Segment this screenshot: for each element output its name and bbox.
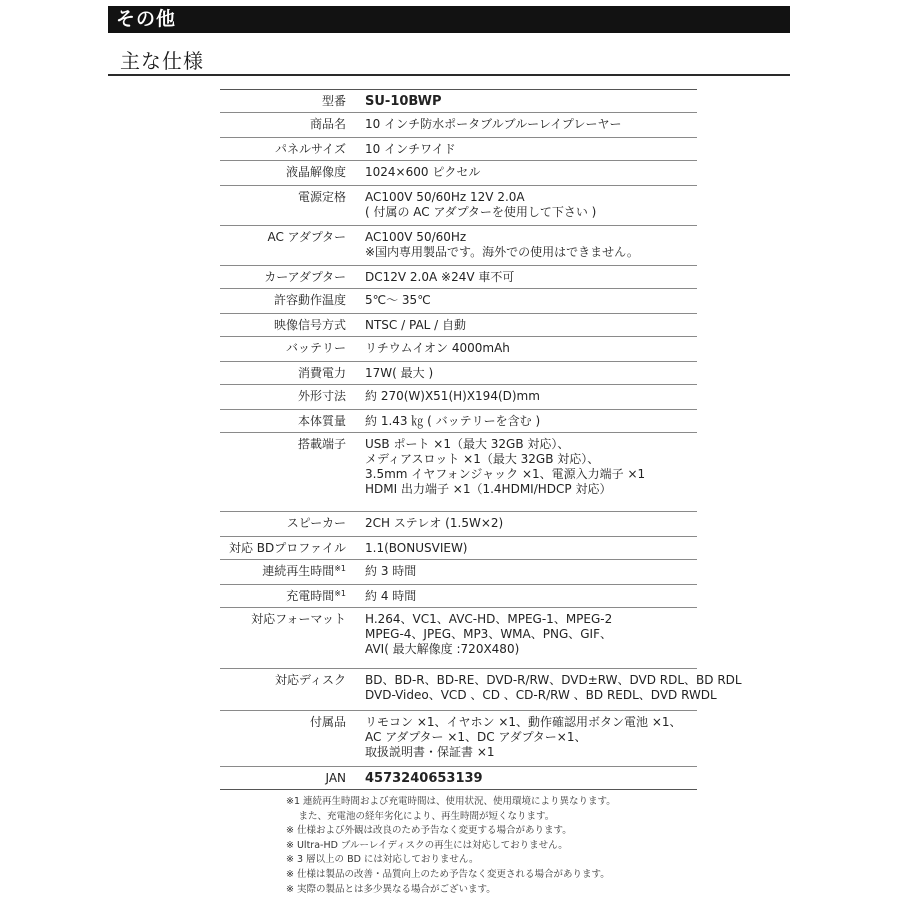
spec-value [346,560,697,584]
spec-row [220,560,697,585]
spec-value [346,385,697,409]
spec-label: 映像信号方式 [273,318,346,332]
spec-row [220,266,697,289]
spec-value-line: 約 1.43 ㎏ ( バッテリーを含む ) [365,414,541,428]
spec-value-line: 1.1(BONUSVIEW) [365,541,468,555]
spec-row [220,767,697,790]
spec-value [346,289,697,313]
footnote-line: ※1 連続再生時間および充電時間は、使用状況、使用環境により異なります。 [286,796,616,807]
spec-value [346,314,697,336]
spec-value [346,433,697,511]
spec-row [220,669,742,711]
spec-table [220,89,742,790]
spec-row [220,90,697,113]
spec-value-line: ( 付属の AC アダプターを使用して下さい ) [365,205,597,219]
spec-value [346,226,697,265]
spec-value-line: リチウムイオン 4000mAh [365,341,510,355]
spec-value-line: NTSC / PAL / 自動 [365,318,467,332]
footnote-line: ※ 仕様は製品の改善・品質向上のため予告なく変更される場合があります。 [286,868,610,880]
spec-value [346,113,697,137]
spec-label: 対応 BDプロファイル [228,541,346,555]
spec-value [346,266,697,288]
spec-value-line: 4573240653139 [365,771,483,786]
footnote-marker: ※1 [334,564,346,573]
spec-label: バッテリー [285,341,346,355]
spec-row [220,314,697,337]
spec-label: 本体質量 [297,414,346,428]
spec-row [220,362,697,385]
spec-value-line: 約 270(W)X51(H)X194(D)mm [365,389,540,403]
spec-label: 許容動作温度 [273,293,346,307]
spec-value-line: 10 インチ防水ポータブルブルーレイプレーヤー [365,117,622,131]
spec-label: 外形寸法 [297,389,346,403]
footnote-line: ※ 3 層以上の BD には対応しておりません。 [286,854,479,866]
spec-value [346,669,742,710]
footnotes [286,795,616,897]
spec-value [346,161,697,185]
section-title: その他 [116,8,177,30]
spec-label: 搭載端子 [297,437,346,451]
footnote-line: ※ 仕様および外観は改良のため予告なく変更する場合があります。 [286,825,572,837]
spec-row [220,512,697,537]
spec-row [220,385,697,410]
spec-label: 対応フォーマット [251,612,346,626]
spec-label: 商品名 [309,117,346,131]
spec-value [346,410,697,432]
spec-value-line: DC12V 2.0A ※24V 車不可 [365,270,515,284]
footnote-line: ※ Ultra-HD ブルーレイディスクの再生には対応しておりません。 [286,839,568,851]
spec-value [346,711,697,766]
spec-row [220,410,697,433]
spec-label: 連続再生時間$^{※1}$ [262,564,346,578]
spec-row [220,113,697,138]
spec-value-line: メディアスロット ×1（最大 32GB 対応）、 [365,452,600,466]
spec-value-line: 10 インチワイド [365,142,456,156]
page-title: 主な仕様 [120,49,204,73]
spec-label: カーアダプター [264,270,346,284]
spec-value [346,90,697,112]
spec-value-line: 2CH ステレオ (1.5W×2) [365,516,504,530]
spec-value [346,337,697,361]
spec-value-line: AVI( 最大解像度 :720X480) [365,642,520,656]
spec-row [220,537,697,560]
title-underline [108,74,790,76]
spec-label: 充電時間$^{※1}$ [286,589,346,603]
spec-value-line: 5℃～ 35℃ [365,293,431,307]
spec-label: JAN [325,771,346,785]
spec-row [220,289,697,314]
spec-value-line: 17W( 最大 ) [365,366,434,380]
spec-row [220,186,697,226]
section-title-bar [108,6,790,33]
spec-label: 消費電力 [297,366,346,380]
spec-value [346,512,697,536]
footnote-line: ※ 実際の製品とは多少異なる場合がございます。 [286,883,496,895]
spec-row [220,711,697,767]
spec-label: 型番 [321,94,346,108]
spec-row [220,138,697,161]
spec-value-line: 取扱説明書・保証書 ×1 [365,745,495,759]
spec-row [220,433,697,512]
spec-value-line: AC100V 50/60Hz 12V 2.0A [365,190,525,204]
spec-value-line: 約 3 時間 [365,564,417,578]
spec-label: スピーカー [286,516,346,530]
spec-value-line: リモコン ×1、イヤホン ×1、動作確認用ボタン電池 ×1、 [365,715,682,729]
spec-value [346,138,697,160]
footnote-marker: ※1 [334,589,346,598]
spec-value [346,537,697,559]
spec-value-line: DVD-Video、VCD 、CD 、CD-R/RW 、BD REDL、DVD RWDL [365,688,717,702]
spec-value [346,608,697,668]
spec-value-line: USB ポート ×1（最大 32GB 対応）、 [365,437,570,451]
spec-label: 電源定格 [297,190,346,204]
spec-value-line: H.264、VC1、AVC-HD、MPEG-1、MPEG-2 [365,612,613,626]
spec-value [346,362,697,384]
spec-value [346,585,697,607]
spec-label: AC アダプター [267,230,346,244]
spec-value-line: AC100V 50/60Hz [365,230,467,244]
spec-value-line: MPEG-4、JPEG、MP3、WMA、PNG、GIF、 [365,627,612,641]
spec-row [220,226,697,266]
spec-value [346,186,697,225]
spec-value-line: 1024×600 ピクセル [365,165,481,179]
spec-label: 液晶解像度 [285,165,346,179]
footnote-line: また、充電池の経年劣化により、再生時間が短くなります。 [286,810,555,822]
spec-label: 付属品 [309,715,346,729]
spec-row [220,161,697,186]
spec-value-line: BD、BD-R、BD-RE、DVD-R/RW、DVD±RW、DVD RDL、BD RDL [365,673,742,687]
spec-value-line: 約 4 時間 [365,589,417,603]
spec-value-line: ※国内専用製品です。海外での使用はできません。 [365,245,639,259]
spec-row [220,337,697,362]
spec-row [220,585,697,608]
spec-value-line: 3.5mm イヤフォンジャック ×1、電源入力端子 ×1 [365,467,646,481]
spec-value-line: SU-10BWP [365,94,442,109]
spec-label: パネルサイズ [274,142,346,156]
spec-value [346,767,697,789]
spec-row [220,608,697,669]
spec-label: 対応ディスク [274,673,346,687]
spec-value-line: HDMI 出力端子 ×1（1.4HDMI/HDCP 対応） [365,482,612,496]
spec-value-line: AC アダプター ×1、DC アダプター×1、 [365,730,587,744]
